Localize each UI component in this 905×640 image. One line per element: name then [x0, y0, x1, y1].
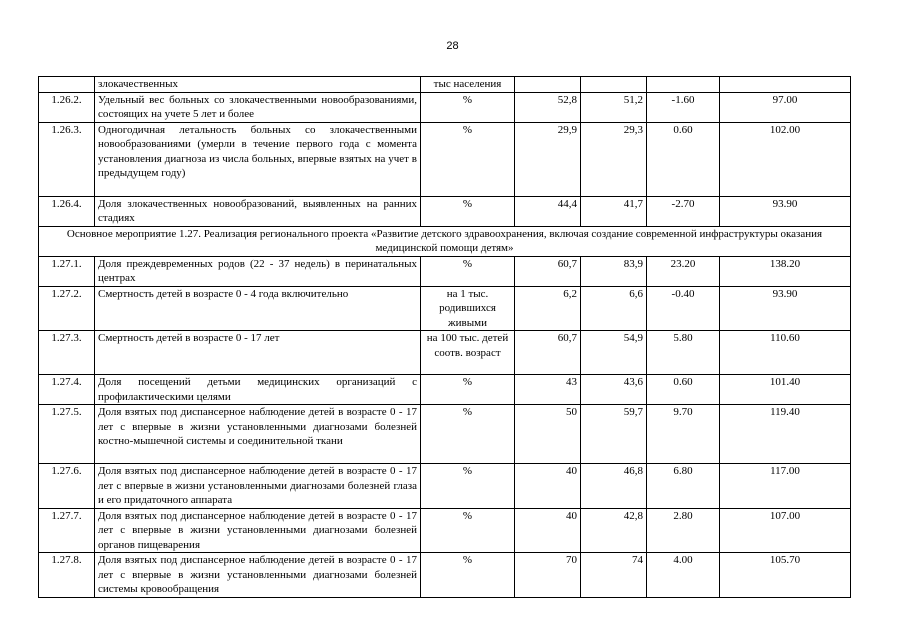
deviation: 5.80: [647, 331, 720, 375]
row-number: 1.27.6.: [39, 464, 95, 509]
unit: на 100 тыс. детей соотв. возраст: [421, 331, 515, 375]
indicator-name: Удельный вес больных со злокачественными новообразованиями, состоящих на учете 5 лет и более: [95, 92, 421, 122]
deviation: 23.20: [647, 256, 720, 286]
indicator-name: Смертность детей в возрасте 0 - 4 года включительно: [95, 286, 421, 331]
section-row: [39, 226, 851, 256]
deviation: 6.80: [647, 464, 720, 509]
deviation: 0.60: [647, 375, 720, 405]
plan-value: 44,4: [515, 196, 581, 226]
completion-percent: 119.40: [720, 405, 851, 464]
row-number: 1.26.2.: [39, 92, 95, 122]
indicator-name: Доля преждевременных родов (22 - 37 недель) в перинатальных центрах: [95, 256, 421, 286]
plan-value: 52,8: [515, 92, 581, 122]
indicators-table: [38, 76, 851, 598]
completion-percent: 97.00: [720, 92, 851, 122]
unit: %: [421, 92, 515, 122]
indicator-name: Доля взятых под диспансерное наблюдение детей в возрасте 0 - 17 лет с впервые в жизни установленными диагнозами болезней органов пищеварения: [95, 508, 421, 553]
plan-value: 60,7: [515, 256, 581, 286]
actual-value: 6,6: [581, 286, 647, 331]
table-row: [39, 331, 851, 375]
deviation: -1.60: [647, 92, 720, 122]
table-row: [39, 464, 851, 509]
table-row: [39, 77, 851, 93]
table-row: [39, 196, 851, 226]
deviation: 4.00: [647, 553, 720, 598]
actual-value: 41,7: [581, 196, 647, 226]
indicator-name: Доля взятых под диспансерное наблюдение детей в возрасте 0 - 17 лет с впервые в жизни установленными диагнозами болезней костно-мышечной системы и соединительной ткани: [95, 405, 421, 464]
unit: %: [421, 464, 515, 509]
table-row: [39, 92, 851, 122]
plan-value: 40: [515, 508, 581, 553]
indicator-name: Доля посещений детьми медицинских организаций с профилактическими целями: [95, 375, 421, 405]
row-number: 1.27.4.: [39, 375, 95, 405]
unit: %: [421, 256, 515, 286]
actual-value: 54,9: [581, 331, 647, 375]
actual-value: 59,7: [581, 405, 647, 464]
completion-percent: 110.60: [720, 331, 851, 375]
actual-value: 51,2: [581, 92, 647, 122]
table-row: [39, 405, 851, 464]
actual-value: 83,9: [581, 256, 647, 286]
row-number: 1.27.5.: [39, 405, 95, 464]
indicator-name: злокачественных: [95, 77, 421, 93]
actual-value: 46,8: [581, 464, 647, 509]
table-row: [39, 508, 851, 553]
plan-value: 29,9: [515, 122, 581, 196]
plan-value: 70: [515, 553, 581, 598]
row-number: 1.27.3.: [39, 331, 95, 375]
row-number: [39, 77, 95, 93]
completion-percent: 102.00: [720, 122, 851, 196]
completion-percent: 101.40: [720, 375, 851, 405]
plan-value: 60,7: [515, 331, 581, 375]
actual-value: 43,6: [581, 375, 647, 405]
plan-value: [515, 77, 581, 93]
row-number: 1.26.3.: [39, 122, 95, 196]
plan-value: 40: [515, 464, 581, 509]
plan-value: 50: [515, 405, 581, 464]
section-heading: Основное мероприятие 1.27. Реализация регионального проекта «Развитие детского здравоохранения, включая создание современной инфраструктуры оказания медицинской помощи детям»: [39, 226, 851, 256]
unit: %: [421, 553, 515, 598]
page-number: 28: [446, 40, 459, 52]
table-row: [39, 553, 851, 598]
completion-percent: [720, 77, 851, 93]
row-number: 1.27.7.: [39, 508, 95, 553]
indicator-name: Доля взятых под диспансерное наблюдение детей в возрасте 0 - 17 лет с впервые в жизни установленными диагнозами болезней системы кровообращения: [95, 553, 421, 598]
actual-value: 29,3: [581, 122, 647, 196]
table-row: [39, 256, 851, 286]
deviation: -0.40: [647, 286, 720, 331]
unit: тыс населения: [421, 77, 515, 93]
row-number: 1.26.4.: [39, 196, 95, 226]
unit: %: [421, 405, 515, 464]
row-number: 1.27.8.: [39, 553, 95, 598]
completion-percent: 107.00: [720, 508, 851, 553]
row-number: 1.27.1.: [39, 256, 95, 286]
table-row: [39, 375, 851, 405]
completion-percent: 117.00: [720, 464, 851, 509]
deviation: [647, 77, 720, 93]
plan-value: 43: [515, 375, 581, 405]
plan-value: 6,2: [515, 286, 581, 331]
indicator-name: Доля взятых под диспансерное наблюдение детей в возрасте 0 - 17 лет с впервые в жизни установленными диагнозами болезней глаза и его придаточного аппарата: [95, 464, 421, 509]
unit: %: [421, 508, 515, 553]
unit: %: [421, 375, 515, 405]
indicator-name: Одногодичная летальность больных со злокачественными новообразованиями (умерли в течение первого года с момента установления диагноза из числа больных, впервые взятых на учет в предыдущем году): [95, 122, 421, 196]
table-row: [39, 286, 851, 331]
deviation: 9.70: [647, 405, 720, 464]
actual-value: [581, 77, 647, 93]
indicator-name: Доля злокачественных новообразований, выявленных на ранних стадиях: [95, 196, 421, 226]
deviation: -2.70: [647, 196, 720, 226]
row-number: 1.27.2.: [39, 286, 95, 331]
table-row: [39, 122, 851, 196]
unit: на 1 тыс. родившихся живыми: [421, 286, 515, 331]
completion-percent: 105.70: [720, 553, 851, 598]
unit: %: [421, 196, 515, 226]
completion-percent: 138.20: [720, 256, 851, 286]
deviation: 0.60: [647, 122, 720, 196]
actual-value: 42,8: [581, 508, 647, 553]
completion-percent: 93.90: [720, 196, 851, 226]
unit: %: [421, 122, 515, 196]
indicator-name: Смертность детей в возрасте 0 - 17 лет: [95, 331, 421, 375]
deviation: 2.80: [647, 508, 720, 553]
actual-value: 74: [581, 553, 647, 598]
completion-percent: 93.90: [720, 286, 851, 331]
